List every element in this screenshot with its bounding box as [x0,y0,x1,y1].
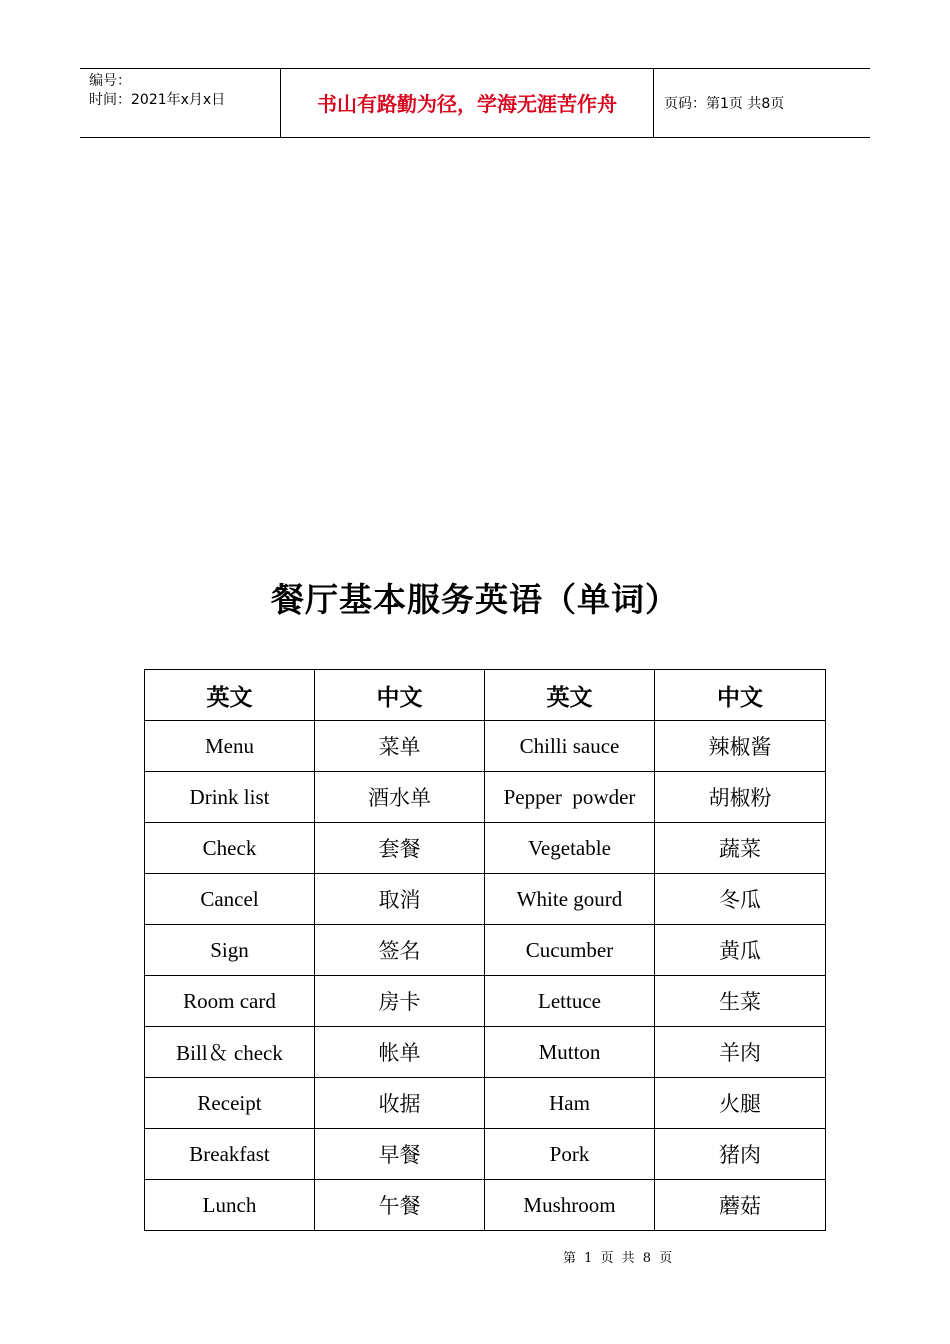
number-label: 编号： [89,73,131,89]
cell-chinese: 房卡 [315,976,485,1027]
page-footer: 第 1 页 共 8 页 [563,1251,675,1266]
cell-chinese: 菜单 [315,721,485,772]
cell-chinese: 帐单 [315,1027,485,1078]
cell-english: Check [145,823,315,874]
cell-english: Lunch [145,1180,315,1231]
time-label: 时间：2021年x月x日 [89,92,226,108]
table-row [145,823,826,874]
cell-english: Receipt [145,1078,315,1129]
table-header-row [145,670,826,721]
page-header [80,68,870,138]
table-row [145,976,826,1027]
cell-chinese: 冬瓜 [655,874,826,925]
cell-chinese: 蘑菇 [655,1180,826,1231]
cell-english: Chilli sauce [485,721,655,772]
cell-english: Menu [145,721,315,772]
cell-chinese: 取消 [315,874,485,925]
cell-english: Lettuce [485,976,655,1027]
cell-english: Pepper powder [485,772,655,823]
header-english-2: 英文 [485,670,655,721]
cell-chinese: 套餐 [315,823,485,874]
cell-chinese: 收据 [315,1078,485,1129]
header-page-info: 页码：第1页 共8页 [664,96,785,112]
cell-english: Mutton [485,1027,655,1078]
cell-chinese: 辣椒酱 [655,721,826,772]
cell-english: Room card [145,976,315,1027]
cell-chinese: 酒水单 [315,772,485,823]
cell-chinese: 胡椒粉 [655,772,826,823]
cell-chinese: 羊肉 [655,1027,826,1078]
cell-chinese: 蔬菜 [655,823,826,874]
header-motto: 书山有路勤为径，学海无涯苦作舟 [281,69,654,137]
header-chinese-1: 中文 [315,670,485,721]
cell-chinese: 火腿 [655,1078,826,1129]
header-meta [80,69,281,137]
cell-chinese: 午餐 [315,1180,485,1231]
table-row [145,1129,826,1180]
cell-chinese: 生菜 [655,976,826,1027]
cell-english: Bill＆ check [145,1027,315,1078]
table-row [145,874,826,925]
table-row [145,925,826,976]
vocabulary-table [144,669,826,1231]
cell-english: Cancel [145,874,315,925]
cell-english: Cucumber [485,925,655,976]
cell-chinese: 签名 [315,925,485,976]
table-row [145,721,826,772]
cell-english: Mushroom [485,1180,655,1231]
cell-chinese: 黄瓜 [655,925,826,976]
cell-english: Pork [485,1129,655,1180]
cell-english: Drink list [145,772,315,823]
cell-english: Breakfast [145,1129,315,1180]
cell-chinese: 猪肉 [655,1129,826,1180]
cell-english: Sign [145,925,315,976]
header-english-1: 英文 [145,670,315,721]
table-row [145,1180,826,1231]
cell-english: Ham [485,1078,655,1129]
cell-chinese: 早餐 [315,1129,485,1180]
table-row [145,1078,826,1129]
cell-english: White gourd [485,874,655,925]
cell-english: Vegetable [485,823,655,874]
header-chinese-2: 中文 [655,670,826,721]
table-row [145,772,826,823]
document-title: 餐厅基本服务英语（单词） [271,580,679,619]
table-row [145,1027,826,1078]
